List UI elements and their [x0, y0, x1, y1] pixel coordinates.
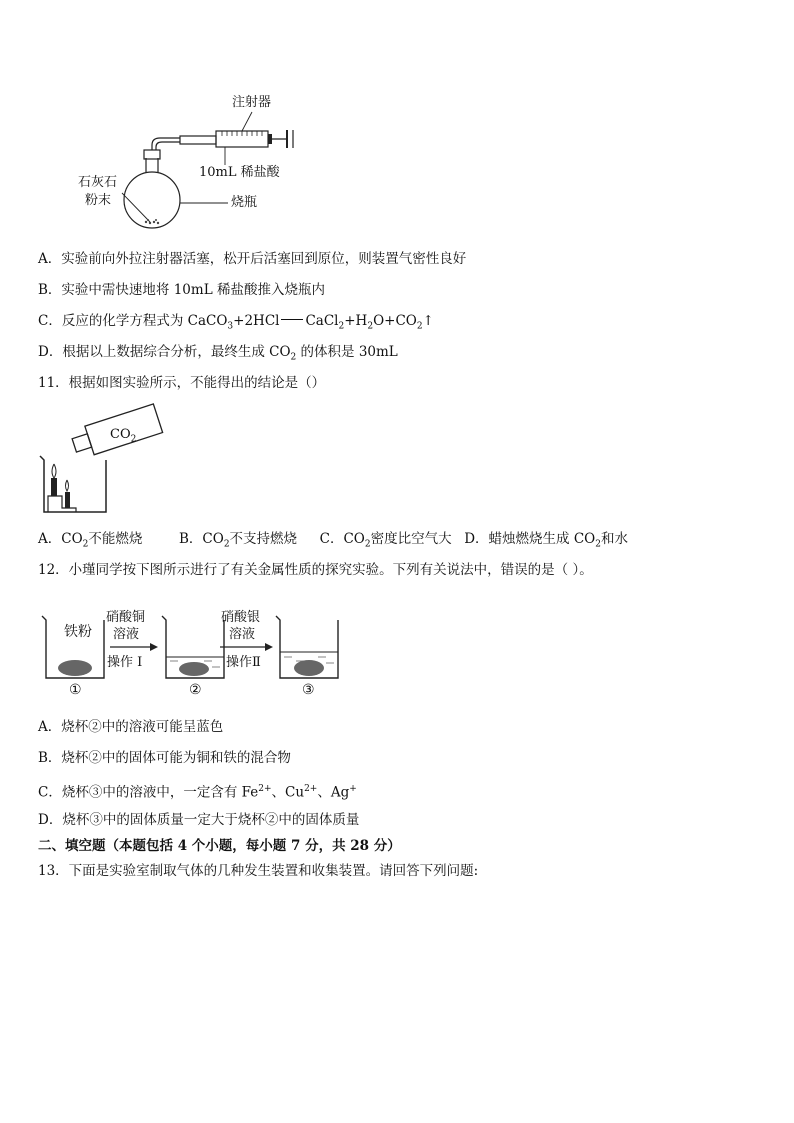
- co2-bottle-label: [110, 427, 136, 448]
- q11-option-c: [319, 531, 452, 550]
- option-suffix: 密度比空气大: [370, 531, 452, 547]
- option-prefix: C．CO: [319, 531, 365, 547]
- q12-stem: 12．小瑾同学按下图所示进行了有关金属性质的探究实验。下列有关说法中，错误的是（ ）。: [38, 562, 593, 578]
- q10-option-b: [38, 281, 325, 299]
- equation-part: +H: [344, 313, 368, 329]
- subscript: 2: [416, 321, 423, 332]
- q10-option-c: [38, 312, 434, 336]
- ion-part: 、Ag: [317, 784, 350, 801]
- q10-option-a-text: A．实验前向外拉注射器活塞，松开后活塞回到原位，则装置气密性良好: [38, 251, 467, 267]
- q12-option-c: [38, 780, 357, 802]
- q10-option-d-tail: 的体积是 30mL: [296, 344, 398, 360]
- q11-option-b: [178, 531, 298, 550]
- q12-option-a: A．烧杯②中的溶液可能呈蓝色: [38, 719, 224, 735]
- acid-label: 10mL 稀盐酸: [199, 165, 280, 180]
- q10-option-d-text: D．根据以上数据综合分析，最终生成 CO: [38, 344, 291, 360]
- q10-option-c-text: C．反应的化学方程式为 CaCO: [38, 313, 228, 329]
- subscript: 2: [367, 321, 374, 332]
- figure-q12-beakers: [0, 600, 400, 710]
- option-prefix: A．CO: [38, 531, 83, 547]
- ion-part: 、Cu: [271, 784, 305, 801]
- reagent1-line2: 溶液: [113, 627, 140, 642]
- q10-option-a: [38, 250, 466, 268]
- subscript: 2: [82, 539, 89, 550]
- beaker2-number: ②: [189, 682, 202, 698]
- superscript: 2+: [258, 784, 272, 794]
- step1-label: 操作 I: [107, 655, 143, 670]
- powder-label-line1: 石灰石: [78, 175, 118, 190]
- equation-part: CaCl: [305, 313, 339, 329]
- q12-option-d: D．烧杯③中的固体质量一定大于烧杯②中的固体质量: [38, 812, 360, 828]
- reagent2-line1: 硝酸银: [221, 610, 261, 625]
- option-suffix: 不能燃烧: [88, 531, 143, 547]
- figure-q10-apparatus: [0, 0, 794, 240]
- q11-options: [38, 530, 628, 554]
- section2-title: 二、填空题（本题包括 4 个小题，每小题 7 分，共 28 分）: [38, 838, 401, 854]
- q13-stem: 13．下面是实验室制取气体的几种发生装置和收集装置。请回答下列问题:: [38, 863, 479, 879]
- figure-q11-co2: [0, 400, 200, 520]
- q12-option-c-text: C．烧杯③中的溶液中，一定含有 Fe: [38, 784, 259, 801]
- option-suffix: 不支持燃烧: [229, 531, 298, 547]
- q10-option-d: [38, 343, 398, 367]
- subscript: 2: [338, 321, 345, 332]
- gas-arrow: ↑: [422, 313, 434, 329]
- subscript: 2: [364, 539, 371, 550]
- co2-beaker-candles-diagram: [0, 400, 200, 520]
- option-prefix: D．蜡烛燃烧生成 CO: [464, 531, 596, 547]
- option-suffix: 和水: [600, 531, 628, 547]
- q11-stem: 11．根据如图实验所示，不能得出的结论是（）: [38, 375, 326, 391]
- equals-bar: [281, 319, 303, 320]
- powder-label-line2: 粉末: [85, 193, 112, 208]
- q10-option-b-text: B．实验中需快速地将 10mL 稀盐酸推入烧瓶内: [38, 282, 325, 298]
- equation-part: +2HCl: [233, 313, 280, 329]
- bottle-label-text: CO: [110, 427, 131, 442]
- q11-option-a: [38, 531, 143, 550]
- superscript: +: [349, 784, 357, 794]
- syringe-label: 注射器: [232, 95, 272, 110]
- q12-option-b: B．烧杯②中的固体可能为铜和铁的混合物: [38, 750, 291, 766]
- beaker1-number: ①: [69, 682, 82, 698]
- flask-label: 烧瓶: [231, 195, 258, 210]
- subscript: 2: [130, 434, 137, 445]
- subscript: 2: [223, 539, 230, 550]
- subscript: 2: [290, 352, 297, 363]
- equation-part: O+CO: [373, 313, 417, 329]
- reagent1-line1: 硝酸铜: [106, 610, 146, 625]
- step2-label: 操作Ⅱ: [226, 655, 261, 670]
- reagent2-line2: 溶液: [229, 627, 256, 642]
- beaker3-number: ③: [302, 682, 315, 698]
- superscript: 2+: [304, 784, 318, 794]
- subscript: 2: [595, 539, 601, 550]
- beaker1-label: 铁粉: [64, 624, 92, 640]
- option-prefix: B．CO: [178, 531, 224, 547]
- subscript: 3: [227, 321, 234, 332]
- syringe-flask-diagram: [0, 0, 794, 240]
- q11-option-d: [464, 531, 628, 550]
